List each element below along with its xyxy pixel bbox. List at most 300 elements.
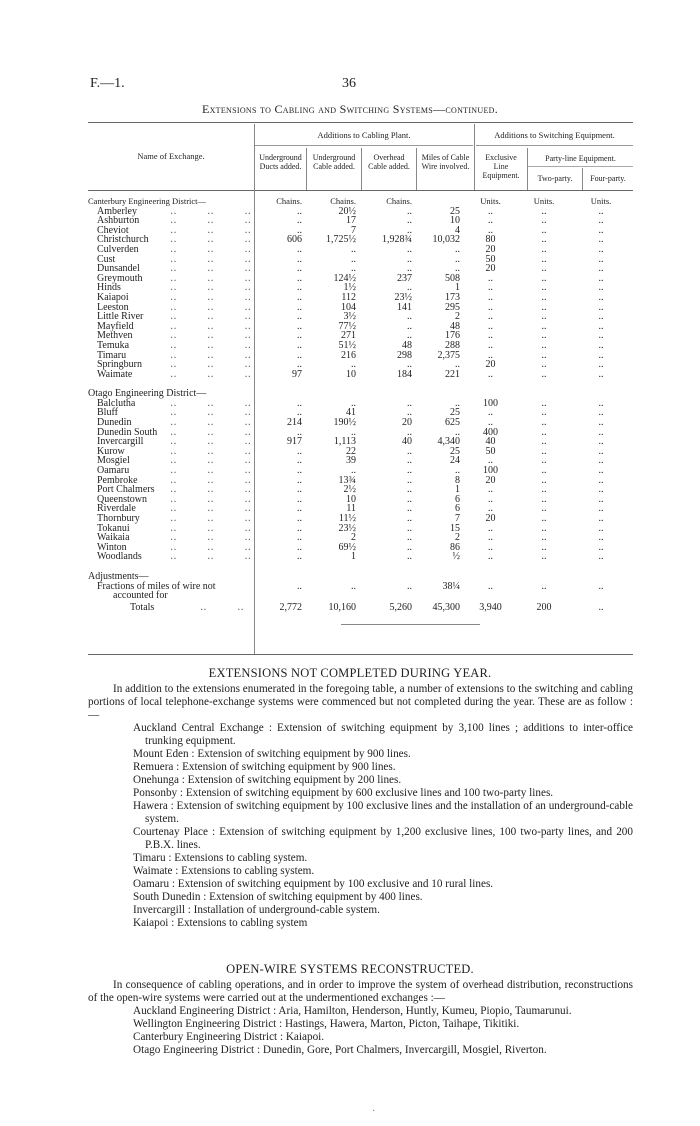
cell: 100 [483, 397, 498, 409]
exchange-name: Methven [97, 330, 133, 342]
cell: 3½ [343, 311, 356, 323]
exchange-name: Woodlands [97, 551, 142, 563]
leader-dots: ‥ ‥ ‥ [170, 532, 266, 544]
cell: 104 [341, 301, 356, 313]
cell: .. [407, 541, 412, 553]
cell: 25 [450, 445, 460, 457]
cell: .. [598, 330, 604, 342]
leader-dots: ‥ ‥ ‥ [170, 417, 266, 429]
cell: .. [541, 551, 547, 563]
cell: .. [541, 397, 547, 409]
extension-item: Hawera : Extension of switching equipment by 100 exclusive lines and the installation of an underground-cable system. [133, 800, 633, 825]
cell: .. [407, 263, 412, 275]
cell: 3,940 [479, 601, 502, 613]
cell: .. [598, 263, 604, 275]
cell: .. [541, 291, 547, 303]
cell: 20 [402, 417, 412, 429]
cell: .. [488, 551, 493, 563]
cell: 1,725½ [326, 234, 356, 246]
exchange-name: Amberley [97, 205, 137, 217]
extension-item: Kaiapoi : Extensions to cabling system [133, 917, 308, 929]
exchange-name: Cust [97, 253, 116, 265]
cell: .. [541, 215, 547, 227]
cell: .. [488, 541, 493, 553]
cell: 23½ [394, 291, 412, 303]
leader-dots: ‥ ‥ ‥ [170, 474, 266, 486]
col-miles-header: Miles of Cable Wire involved. [421, 153, 470, 171]
exchange-name: Mosgiel [97, 455, 130, 467]
leader-dots: ‥ ‥ [200, 601, 258, 613]
cell: .. [541, 320, 547, 332]
cell: .. [297, 215, 302, 227]
cell: .. [598, 291, 604, 303]
cell: .. [407, 580, 412, 592]
cell: 221 [445, 368, 460, 380]
cell: .. [455, 426, 460, 438]
cell: 100 [483, 465, 498, 477]
cell: 214 [287, 417, 302, 429]
exchange-name: Adjustments— [88, 570, 149, 582]
cell: 40 [485, 436, 496, 448]
table-row [88, 370, 633, 380]
cell: .. [297, 272, 302, 284]
cell: 508 [445, 272, 460, 284]
totals-row [88, 603, 633, 613]
cell: .. [297, 253, 302, 265]
cell: .. [541, 484, 547, 496]
cell: 97 [292, 368, 302, 380]
cell: .. [541, 503, 547, 515]
cell: 216 [341, 349, 356, 361]
cell: .. [297, 513, 302, 524]
cell: 22 [346, 445, 356, 457]
col-ug-cable-header: Underground Cable added. [312, 153, 356, 171]
party-group-rule [527, 166, 633, 167]
leader-dots: ‥ ‥ ‥ [170, 426, 266, 438]
leader-dots: ‥ ‥ ‥ [170, 436, 266, 448]
cell: .. [598, 339, 604, 351]
cell: .. [488, 215, 493, 227]
leader-dots: ‥ ‥ ‥ [170, 272, 266, 284]
cell: 86 [450, 541, 460, 553]
cell: .. [488, 522, 493, 534]
cell: Chains. [276, 196, 302, 206]
cell: 20½ [338, 205, 356, 217]
cell: .. [407, 532, 412, 544]
cell: 25 [450, 205, 460, 217]
cell: .. [297, 320, 302, 332]
cell: .. [455, 465, 460, 477]
page-mark: · [372, 1106, 376, 1117]
cell: .. [488, 580, 493, 592]
cell: .. [598, 601, 604, 613]
cell: .. [488, 282, 493, 294]
cell: 24 [450, 455, 460, 467]
totals-rule [341, 624, 480, 625]
cell: .. [541, 465, 547, 477]
col-name-header: Name of Exchange. [137, 151, 205, 161]
cell: .. [541, 368, 547, 380]
leader-dots: ‥ ‥ ‥ [170, 215, 266, 227]
leader-dots: ‥ ‥ ‥ [170, 320, 266, 332]
exchange-name: Otago Engineering District— [88, 388, 207, 400]
cell: .. [488, 311, 493, 323]
extension-item: Courtenay Place : Extension of switching equipment by 1,200 exclusive lines, 100 two-party lines, and 200 P.B.X. lines. [133, 826, 633, 851]
cell: 77½ [338, 320, 356, 332]
cell: 15 [450, 522, 460, 534]
section-title-extensions: EXTENSIONS NOT COMPLETED DURING YEAR. [208, 666, 492, 680]
extensions-list [88, 722, 633, 930]
page-number: 36 [342, 76, 356, 91]
exchange-name: Culverden [97, 243, 139, 255]
cell: .. [297, 291, 302, 303]
cell: .. [407, 311, 412, 323]
cell: 1 [455, 484, 460, 496]
cell: .. [407, 330, 412, 342]
cell: 2,375 [437, 349, 460, 361]
cell: 124½ [333, 272, 356, 284]
leader-dots: ‥ ‥ ‥ [170, 407, 266, 419]
exchange-name: Little River [97, 311, 144, 323]
leader-dots: ‥ ‥ ‥ [170, 397, 266, 409]
cell: .. [407, 205, 412, 217]
extension-item: Invercargill : Installation of underground-cable system. [133, 904, 380, 916]
exchange-name: Kurow [97, 445, 125, 457]
extension-item: Mount Eden : Extension of switching equipment by 900 lines. [133, 748, 411, 760]
cell: .. [541, 474, 547, 486]
cell: .. [541, 282, 547, 294]
cell: 288 [445, 339, 460, 351]
cell: .. [297, 426, 302, 438]
extension-item: Auckland Central Exchange : Extension of switching equipment by 3,100 lines ; additions to inter-office trunking equipment. [133, 722, 633, 747]
cell: .. [297, 493, 302, 505]
cell: 48 [402, 339, 412, 351]
exchange-name: Leeston [97, 301, 129, 313]
cell: 2,772 [279, 601, 302, 613]
cell: .. [455, 263, 460, 275]
cell: .. [407, 445, 412, 457]
cell: 10,160 [328, 601, 356, 613]
table-body [88, 197, 633, 612]
cell: 1½ [343, 282, 356, 294]
cell: 11½ [338, 513, 356, 524]
leader-dots: ‥ ‥ ‥ [170, 455, 266, 467]
cell: 190½ [333, 417, 356, 429]
cell: .. [297, 263, 302, 275]
cell: .. [541, 580, 547, 592]
cell: Chains. [330, 196, 356, 206]
cell: .. [541, 253, 547, 265]
cell: .. [407, 474, 412, 486]
exchange-name: Fractions of miles of wire not [97, 580, 216, 592]
cell: 80 [485, 234, 496, 246]
cell: 40 [402, 436, 412, 448]
cell: .. [541, 426, 547, 438]
cell: .. [407, 493, 412, 505]
cell: 2 [351, 532, 356, 544]
leader-dots: ‥ ‥ ‥ [170, 551, 266, 563]
cell: .. [297, 445, 302, 457]
cell: .. [598, 301, 604, 313]
open-wire-list [88, 1005, 633, 1057]
extension-item: Ponsonby : Extension of switching equipment by 600 exclusive lines and 100 two-party lines. [133, 787, 554, 799]
leader-dots: ‥ ‥ ‥ [170, 503, 266, 515]
cell: .. [455, 359, 460, 371]
cell: 8 [455, 474, 460, 486]
exchange-name: Invercargill [97, 436, 144, 448]
cell: .. [598, 465, 604, 477]
cell: .. [297, 407, 302, 419]
cell: .. [297, 522, 302, 534]
cell: .. [407, 426, 412, 438]
cell: .. [598, 311, 604, 323]
section-title-open-wire: OPEN-WIRE SYSTEMS RECONSTRUCTED. [226, 962, 474, 976]
col-exclusive-header: Exclusive Line Equipment. [482, 153, 520, 180]
exchange-name: Balclutha [97, 397, 136, 409]
cell: 41 [346, 407, 356, 419]
leader-dots: ‥ ‥ ‥ [170, 368, 266, 380]
cell: 4 [455, 224, 460, 236]
exchange-name: Waikaia [97, 532, 130, 544]
cell: .. [598, 368, 604, 380]
cell: 7 [351, 224, 356, 236]
exchange-name: Dunedin [97, 417, 132, 429]
exchange-name: Springburn [97, 359, 142, 371]
cell: .. [598, 272, 604, 284]
cell: .. [407, 484, 412, 496]
exchange-name: Hinds [97, 282, 121, 294]
cell: .. [488, 205, 493, 217]
cell: .. [598, 320, 604, 332]
reconstruction-item: Wellington Engineering District : Hastings, Hawera, Marton, Picton, Taihape, Tikitiki. [133, 1018, 520, 1030]
cell: .. [598, 493, 604, 505]
leader-dots: ‥ ‥ ‥ [170, 301, 266, 313]
cell: .. [407, 465, 412, 477]
reconstruction-item: Canterbury Engineering District : Kaiapoi. [133, 1031, 325, 1043]
open-wire-text [88, 979, 633, 1057]
cell: 51½ [338, 339, 356, 351]
cell: 10,032 [432, 234, 460, 246]
cell: 1 [455, 282, 460, 294]
cell: .. [488, 224, 493, 236]
open-wire-intro: In consequence of cabling operations, and in order to improve the system of overhead distribution, reconstructions of the open-wire systems were carried out at the undermentioned exchanges :— [88, 979, 633, 1004]
cell: .. [598, 417, 604, 429]
cell: .. [297, 474, 302, 486]
col-two-party-header: Two-party. [537, 174, 573, 183]
leader-dots: ‥ ‥ ‥ [170, 243, 266, 255]
cell: 295 [445, 301, 460, 313]
cell: .. [407, 503, 412, 515]
cabling-group-header: Additions to Cabling Plant. [317, 130, 411, 140]
exchange-name: Bluff [97, 407, 118, 419]
cell: 625 [445, 417, 460, 429]
header-bottom-rule [88, 190, 633, 191]
cell: .. [488, 532, 493, 544]
cell: 1 [351, 551, 356, 563]
cell: .. [541, 407, 547, 419]
cabling-group-rule [254, 145, 473, 146]
reconstruction-item: Otago Engineering District : Dunedin, Gore, Port Chalmers, Invercargill, Mosgiel, Riverton. [133, 1044, 547, 1056]
cell: .. [488, 484, 493, 496]
cell: 5,260 [389, 601, 412, 613]
cell: .. [407, 359, 412, 371]
cell: .. [351, 243, 356, 255]
cell: .. [541, 541, 547, 553]
cell: .. [541, 417, 547, 429]
cell: .. [598, 243, 604, 255]
exchange-name: accounted for [113, 590, 168, 602]
cell: .. [297, 484, 302, 496]
cell: .. [598, 426, 604, 438]
cell: Units. [533, 196, 555, 206]
cell: .. [541, 243, 547, 255]
cell: Chains. [386, 196, 412, 206]
exchange-name: Greymouth [97, 272, 143, 284]
cell: .. [541, 301, 547, 313]
cell: .. [297, 397, 302, 409]
cell: .. [297, 551, 302, 563]
cell: .. [407, 243, 412, 255]
cell: .. [455, 243, 460, 255]
leader-dots: ‥ ‥ ‥ [170, 282, 266, 294]
exchange-name: Dunedin South [97, 426, 158, 438]
party-group-header: Party-line Equipment. [545, 154, 616, 163]
cell: .. [297, 282, 302, 294]
extension-item: South Dunedin : Extension of switching equipment by 400 lines. [133, 891, 423, 903]
exchange-name: Cheviot [97, 224, 129, 236]
cell: .. [541, 359, 547, 371]
cell: .. [407, 455, 412, 467]
cell: .. [407, 224, 412, 236]
cell: .. [297, 465, 302, 477]
exchange-name: Thornbury [97, 513, 140, 524]
leader-dots: ‥ ‥ ‥ [170, 224, 266, 236]
cell: .. [541, 522, 547, 534]
cell: .. [598, 349, 604, 361]
cell: .. [598, 234, 604, 246]
leader-dots: ‥ ‥ ‥ [170, 513, 266, 524]
cell: .. [598, 397, 604, 409]
cell: 917 [287, 436, 302, 448]
cell: .. [297, 580, 302, 592]
cell: .. [598, 513, 604, 524]
cell: 17 [346, 215, 356, 227]
cell: 23½ [338, 522, 356, 534]
exchange-name: Waimate [97, 368, 133, 380]
exchange-name: Winton [97, 541, 127, 553]
cell: .. [541, 349, 547, 361]
cell: .. [541, 532, 547, 544]
cell: .. [297, 503, 302, 515]
exchange-name: Mayfield [97, 320, 134, 332]
page-id: F.—1. [90, 76, 125, 91]
leader-dots: ‥ ‥ ‥ [170, 541, 266, 553]
cell: 10 [346, 368, 356, 380]
extensions-text [88, 683, 633, 930]
leader-dots: ‥ ‥ ‥ [170, 522, 266, 534]
leader-dots: ‥ ‥ ‥ [170, 311, 266, 323]
cell: .. [407, 253, 412, 265]
leader-dots: ‥ ‥ ‥ [170, 291, 266, 303]
cell: .. [297, 224, 302, 236]
extension-item: Waimate : Extensions to cabling system. [133, 865, 315, 877]
cell: Units. [480, 196, 501, 206]
cell: .. [541, 311, 547, 323]
cell: .. [488, 407, 493, 419]
cell: .. [598, 215, 604, 227]
cell: .. [488, 320, 493, 332]
cell: 45,300 [432, 601, 460, 613]
cell: 2 [455, 532, 460, 544]
exchange-name: Christchurch [97, 234, 149, 246]
cell: 176 [445, 330, 460, 342]
cell: 69½ [338, 541, 356, 553]
cell: .. [598, 407, 604, 419]
cell: 200 [536, 601, 552, 613]
cell: 6 [455, 503, 460, 515]
cell: .. [351, 580, 356, 592]
cell: .. [351, 359, 356, 371]
cell: .. [541, 224, 547, 236]
cell: .. [297, 541, 302, 553]
cell: .. [541, 234, 547, 246]
cell: .. [297, 311, 302, 323]
reconstruction-item: Auckland Engineering District : Aria, Hamilton, Henderson, Huntly, Kumeu, Piopio, Taumarunui. [133, 1005, 572, 1017]
cell: .. [455, 253, 460, 265]
exchange-name: Timaru [97, 349, 127, 361]
cell: 400 [483, 426, 498, 438]
cell: .. [455, 397, 460, 409]
cell: .. [351, 263, 356, 275]
leader-dots: ‥ ‥ ‥ [170, 253, 266, 265]
leader-dots: ‥ ‥ ‥ [170, 330, 266, 342]
extension-item: Remuera : Extension of switching equipment by 900 lines. [133, 761, 396, 773]
extension-item: Timaru : Extensions to cabling system. [133, 852, 308, 864]
cell: .. [488, 339, 493, 351]
cell: .. [598, 532, 604, 544]
cell: .. [488, 455, 493, 467]
cell: .. [488, 349, 493, 361]
cell: 20 [485, 513, 496, 524]
cell: 50 [485, 445, 496, 457]
cell: .. [541, 436, 547, 448]
exchange-name: Port Chalmers [97, 484, 155, 496]
cell: .. [541, 455, 547, 467]
leader-dots: ‥ ‥ ‥ [170, 484, 266, 496]
cell: 38¼ [442, 580, 460, 592]
cell: .. [351, 397, 356, 409]
cell: .. [297, 349, 302, 361]
cell: 1,928¾ [382, 234, 412, 246]
exchange-name: Temuka [97, 339, 130, 351]
leader-dots: ‥ ‥ ‥ [170, 349, 266, 361]
cell: .. [297, 359, 302, 371]
cell: .. [488, 493, 493, 505]
cell: .. [407, 522, 412, 534]
cell: .. [407, 320, 412, 332]
leader-dots: ‥ ‥ ‥ [170, 205, 266, 217]
cell: .. [598, 205, 604, 217]
cell: .. [297, 205, 302, 217]
cell: .. [541, 205, 547, 217]
cell: .. [407, 513, 412, 524]
cell: 20 [485, 263, 496, 275]
cell: 6 [455, 493, 460, 505]
cell: .. [598, 541, 604, 553]
extension-item: Oamaru : Extension of switching equipment by 100 exclusive and 10 rural lines. [133, 878, 494, 890]
cell: 271 [341, 330, 356, 342]
leader-dots: ‥ ‥ ‥ [170, 493, 266, 505]
